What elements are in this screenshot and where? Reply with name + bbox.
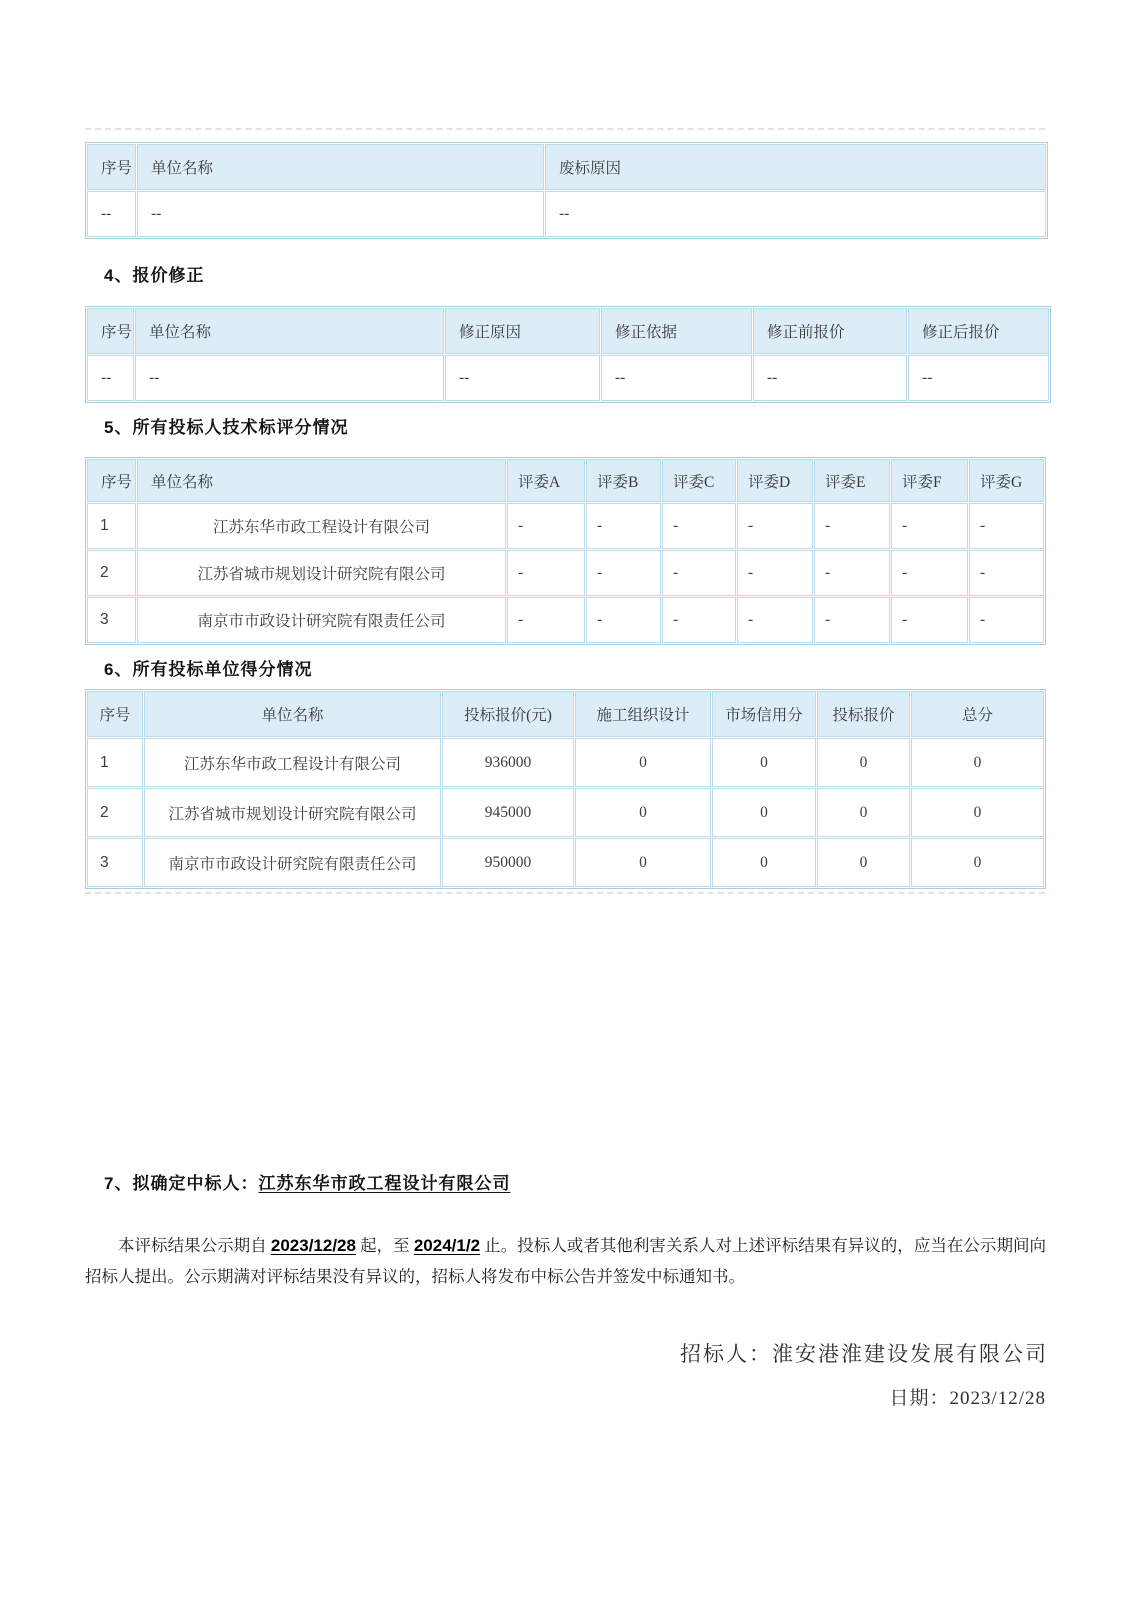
notice-text: 本评标结果公示期自 xyxy=(118,1235,271,1255)
table-cell: 1 xyxy=(87,503,136,549)
column-header: 修正依据 xyxy=(601,308,752,354)
company-name-cell: 江苏省城市规划设计研究院有限公司 xyxy=(137,550,506,596)
bid-price-cell: 936000 xyxy=(442,738,574,787)
table-row xyxy=(87,788,1044,837)
table-row xyxy=(87,738,1044,787)
table-cell: - xyxy=(586,503,661,549)
publicity-end-date: 2024/1/2 xyxy=(413,1235,481,1255)
table-cell: - xyxy=(969,597,1044,643)
score-cell: 0 xyxy=(712,738,816,787)
section-title-winner xyxy=(104,1169,510,1194)
bid-price-cell: 945000 xyxy=(442,788,574,837)
publicity-start-date: 2023/12/28 xyxy=(270,1235,356,1255)
section-title-unit-score: 6、所有投标单位得分情况 xyxy=(104,660,313,679)
table-cell: 2 xyxy=(87,550,136,596)
price-correction-table xyxy=(85,306,1051,403)
table-cell: -- xyxy=(87,355,134,401)
table-row xyxy=(87,838,1044,887)
notice-text: 起，至 xyxy=(355,1235,414,1255)
table-cell: - xyxy=(737,503,813,549)
column-header: 单位名称 xyxy=(135,308,444,354)
table-cell: - xyxy=(737,597,813,643)
table-cell: -- xyxy=(135,355,444,401)
table-cell: - xyxy=(662,550,736,596)
table-cell: -- xyxy=(87,191,136,237)
table-header-row xyxy=(87,144,1046,190)
table-row xyxy=(87,503,1044,549)
score-cell: 0 xyxy=(911,838,1044,887)
dashed-separator-bottom xyxy=(85,892,1045,894)
column-header: 单位名称 xyxy=(144,691,441,737)
table-cell: - xyxy=(814,503,890,549)
unit-score-table xyxy=(85,689,1046,889)
company-name-cell: 南京市市政设计研究院有限责任公司 xyxy=(137,597,506,643)
score-cell: 0 xyxy=(712,838,816,887)
column-header: 序号 xyxy=(87,459,136,502)
table-row xyxy=(87,550,1044,596)
company-name-cell: 南京市市政设计研究院有限责任公司 xyxy=(144,838,441,887)
column-header: 施工组织设计 xyxy=(575,691,711,737)
column-header: 评委C xyxy=(662,459,736,502)
company-name-cell: 江苏省城市规划设计研究院有限公司 xyxy=(144,788,441,837)
table-cell: - xyxy=(507,550,585,596)
score-cell: 0 xyxy=(817,838,910,887)
table-header-row xyxy=(87,691,1044,737)
column-header: 单位名称 xyxy=(137,144,544,190)
table-cell: -- xyxy=(601,355,752,401)
company-name-cell: 江苏东华市政工程设计有限公司 xyxy=(137,503,506,549)
winner-company-name: 江苏东华市政工程设计有限公司 xyxy=(258,1174,511,1193)
table-cell: - xyxy=(891,503,968,549)
table-cell: - xyxy=(586,550,661,596)
column-header: 序号 xyxy=(87,144,136,190)
score-cell: 0 xyxy=(575,788,711,837)
table-cell: -- xyxy=(445,355,600,401)
score-cell: 0 xyxy=(712,788,816,837)
section-title-price-correction: 4、报价修正 xyxy=(104,266,205,285)
column-header: 评委F xyxy=(891,459,968,502)
table-cell: -- xyxy=(137,191,544,237)
table-cell: 3 xyxy=(87,838,143,887)
invalid-bid-table xyxy=(85,142,1048,239)
column-header: 修正前报价 xyxy=(753,308,907,354)
table-cell: -- xyxy=(545,191,1046,237)
table-cell: - xyxy=(737,550,813,596)
column-header: 修正原因 xyxy=(445,308,600,354)
table-cell: - xyxy=(507,597,585,643)
table-header-row xyxy=(87,308,1049,354)
score-cell: 0 xyxy=(911,738,1044,787)
winner-label: 7、拟确定中标人： xyxy=(104,1174,259,1193)
score-cell: 0 xyxy=(817,738,910,787)
column-header: 市场信用分 xyxy=(712,691,816,737)
column-header: 序号 xyxy=(87,308,134,354)
table-cell: 3 xyxy=(87,597,136,643)
table-cell: -- xyxy=(753,355,907,401)
notice-text: 止。投标人或者其他利害关系人对上述评标结果有异议的，应当在公示期间向招标人提出。公示期满对评标结果没有异议的，招标人将发布中标公告并签发中标通知书。 xyxy=(85,1235,1047,1286)
table-cell: - xyxy=(891,550,968,596)
score-cell: 0 xyxy=(817,788,910,837)
column-header: 总分 xyxy=(911,691,1044,737)
bid-price-cell: 950000 xyxy=(442,838,574,887)
column-header: 评委E xyxy=(814,459,890,502)
column-header: 评委G xyxy=(969,459,1044,502)
table-cell: - xyxy=(662,597,736,643)
table-cell: - xyxy=(507,503,585,549)
score-cell: 0 xyxy=(911,788,1044,837)
publicity-notice-paragraph xyxy=(85,1230,1046,1292)
score-cell: 0 xyxy=(575,838,711,887)
table-row xyxy=(87,355,1049,401)
score-cell: 0 xyxy=(575,738,711,787)
table-cell: 2 xyxy=(87,788,143,837)
column-header: 废标原因 xyxy=(545,144,1046,190)
column-header: 投标报价 xyxy=(817,691,910,737)
column-header: 投标报价(元) xyxy=(442,691,574,737)
table-row xyxy=(87,191,1046,237)
table-cell: - xyxy=(969,550,1044,596)
table-cell: - xyxy=(969,503,1044,549)
column-header: 修正后报价 xyxy=(908,308,1049,354)
tenderer-signature-line: 招标人：淮安港淮建设发展有限公司 xyxy=(680,1342,1048,1366)
column-header: 序号 xyxy=(87,691,143,737)
section-title-technical-score: 5、所有投标人技术标评分情况 xyxy=(104,418,349,437)
column-header: 评委B xyxy=(586,459,661,502)
table-cell: - xyxy=(586,597,661,643)
table-cell: 1 xyxy=(87,738,143,787)
table-header-row xyxy=(87,459,1044,502)
table-cell: - xyxy=(662,503,736,549)
table-cell: - xyxy=(814,597,890,643)
column-header: 评委A xyxy=(507,459,585,502)
table-row xyxy=(87,597,1044,643)
column-header: 单位名称 xyxy=(137,459,506,502)
dashed-separator-top xyxy=(85,128,1045,130)
table-cell: -- xyxy=(908,355,1049,401)
signature-date-line: 日期：2023/12/28 xyxy=(889,1388,1046,1409)
technical-score-table xyxy=(85,457,1046,645)
column-header: 评委D xyxy=(737,459,813,502)
table-cell: - xyxy=(814,550,890,596)
company-name-cell: 江苏东华市政工程设计有限公司 xyxy=(144,738,441,787)
table-cell: - xyxy=(891,597,968,643)
